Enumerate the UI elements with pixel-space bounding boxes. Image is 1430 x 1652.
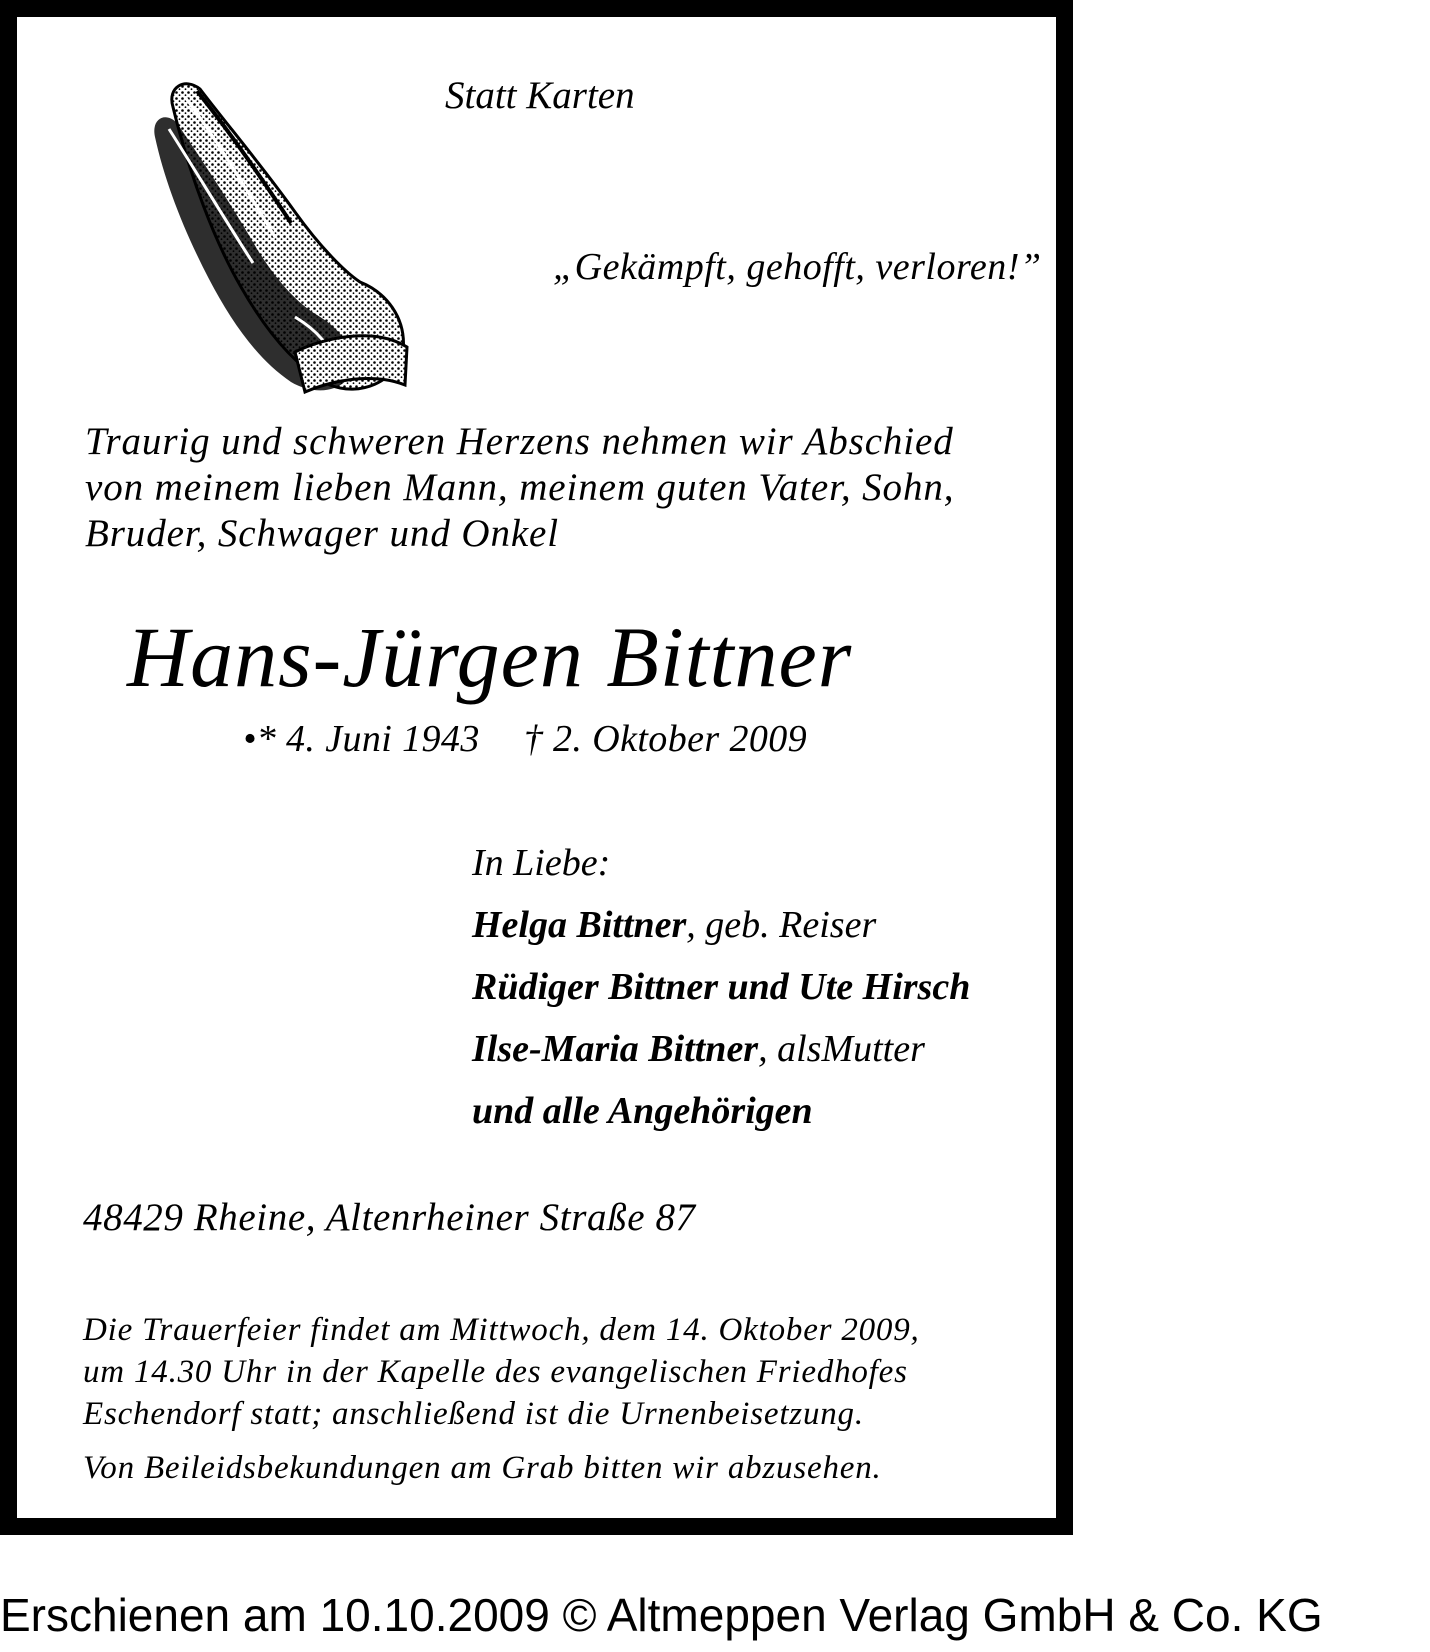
family-member-name: Ilse-Maria Bittner [472, 1028, 759, 1070]
family-list [472, 832, 970, 1142]
condolence-note: Von Beileidsbekundungen am Grab bitten wir abzusehen. [83, 1450, 882, 1486]
service-info [83, 1309, 920, 1435]
address: 48429 Rheine, Altenrheiner Straße 87 [83, 1196, 696, 1239]
header-label: Statt Karten [445, 74, 635, 117]
deceased-name: Hans-Jürgen Bittner [127, 609, 853, 705]
intro-text [85, 419, 954, 557]
family-member-suffix: , alsMutter [758, 1028, 925, 1070]
praying-hands-icon [145, 67, 417, 397]
intro-line: Bruder, Schwager und Onkel [85, 512, 559, 555]
family-member-name: Rüdiger Bittner und Ute Hirsch [472, 966, 971, 1008]
family-member-name: und alle Angehörigen [472, 1090, 813, 1132]
intro-line: Traurig und schweren Herzens nehmen wir Abschied [85, 420, 954, 463]
death-date: † 2. Oktober 2009 [523, 718, 808, 760]
service-line: Die Trauerfeier findet am Mittwoch, dem 14. Oktober 2009, [83, 1312, 920, 1348]
service-line: um 14.30 Uhr in der Kapelle des evangelischen Friedhofes [83, 1354, 908, 1390]
family-member [472, 1018, 970, 1080]
life-dates [243, 717, 807, 761]
family-member [472, 956, 970, 1018]
family-member [472, 1080, 970, 1142]
family-member [472, 894, 970, 956]
publication-footer: Erschienen am 10.10.2009 © Altmeppen Verlag GmbH & Co. KG [0, 1589, 1323, 1641]
family-member-suffix: , geb. Reiser [686, 904, 877, 946]
family-intro: In Liebe: [472, 842, 611, 884]
birth-date: •* 4. Juni 1943 [243, 718, 480, 760]
motto-quote: „Gekämpft, gehofft, verloren!” [553, 246, 1042, 288]
intro-line: von meinem lieben Mann, meinem guten Vater, Sohn, [85, 466, 955, 509]
family-member-name: Helga Bittner [472, 904, 687, 946]
service-line: Eschendorf statt; anschließend ist die Urnenbeisetzung. [83, 1396, 864, 1432]
